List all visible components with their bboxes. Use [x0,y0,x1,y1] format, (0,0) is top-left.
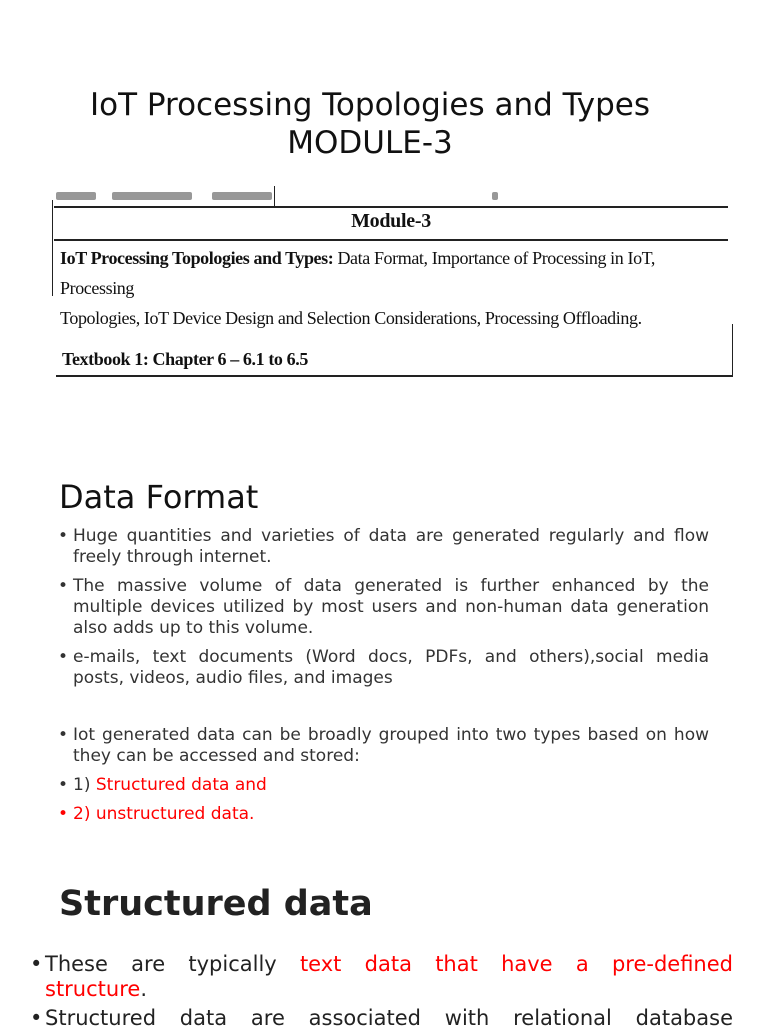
structured-data-heading: Structured data [59,884,373,924]
predefined-structure-highlight: text data that have a pre-defined [299,952,733,976]
table-rule-top [54,206,728,208]
list-item [58,775,709,796]
table-rule-mid [54,239,728,241]
unstructured-data-highlight: 2) unstructured data. [73,804,255,824]
list-item [58,804,709,825]
list-item [58,647,709,689]
cropped-row-fragment [52,186,728,206]
bullet-icon: • [58,526,69,546]
table-border-right [732,324,733,376]
bullet-icon: • [58,725,69,745]
structure-highlight: structure [45,977,141,1001]
list-item [30,952,733,1002]
data-format-bullets [58,526,709,825]
textbook-reference: Textbook 1: Chapter 6 – 6.1 to 6.5 [62,349,308,369]
bullet-icon: • [58,804,69,824]
structured-data-bullets [30,952,733,1031]
bullet-icon: • [30,952,43,976]
syllabus-image [52,186,734,378]
module-topics-line1: Data Format, Importance of Processing in IoT, Processing [60,248,656,298]
list-item-text: Iot generated data can be broadly grouped into two types based on how they can be accessed and stored: [73,725,709,766]
module-heading: Module-3 [351,210,431,232]
module-topics-bold: IoT Processing Topologies and Types: [60,248,334,268]
title-line-2: MODULE-3 [287,125,453,161]
list-item [58,576,709,639]
structured-data-highlight: Structured data and [95,775,267,795]
list-item-prefix: 1) [73,775,96,795]
bullet-icon: • [58,647,69,667]
list-item-line [45,977,733,1002]
bullet-icon: • [58,576,69,596]
list-item-text: Huge quantities and varieties of data are generated regularly and flow freely through internet. [73,526,709,567]
list-item-text: e-mails, text documents (Word docs, PDFs, and others),social media posts, videos, audio files, and images [73,647,709,688]
module-topics [60,243,728,333]
list-item [30,1006,733,1031]
list-item [58,526,709,568]
list-item-text: Structured data are associated with relational database [45,1006,733,1030]
table-divider [274,186,275,206]
list-item-line [45,952,733,977]
data-format-heading: Data Format [59,478,259,516]
list-item [58,725,709,767]
table-rule-bottom [56,375,733,377]
bullet-icon: • [58,775,69,795]
module-topics-line2: Topologies, IoT Device Design and Selection Considerations, Processing Offloading. [60,308,642,328]
title-line-1: IoT Processing Topologies and Types [89,87,651,123]
list-item-text: These are typically [45,952,300,976]
bullet-icon: • [30,1006,43,1030]
list-item-text: . [140,977,147,1001]
list-item-text: The massive volume of data generated is further enhanced by the multiple devices utilized by most users and non-human data generation also adds up to this volume. [73,576,709,638]
slide-title [0,86,740,162]
